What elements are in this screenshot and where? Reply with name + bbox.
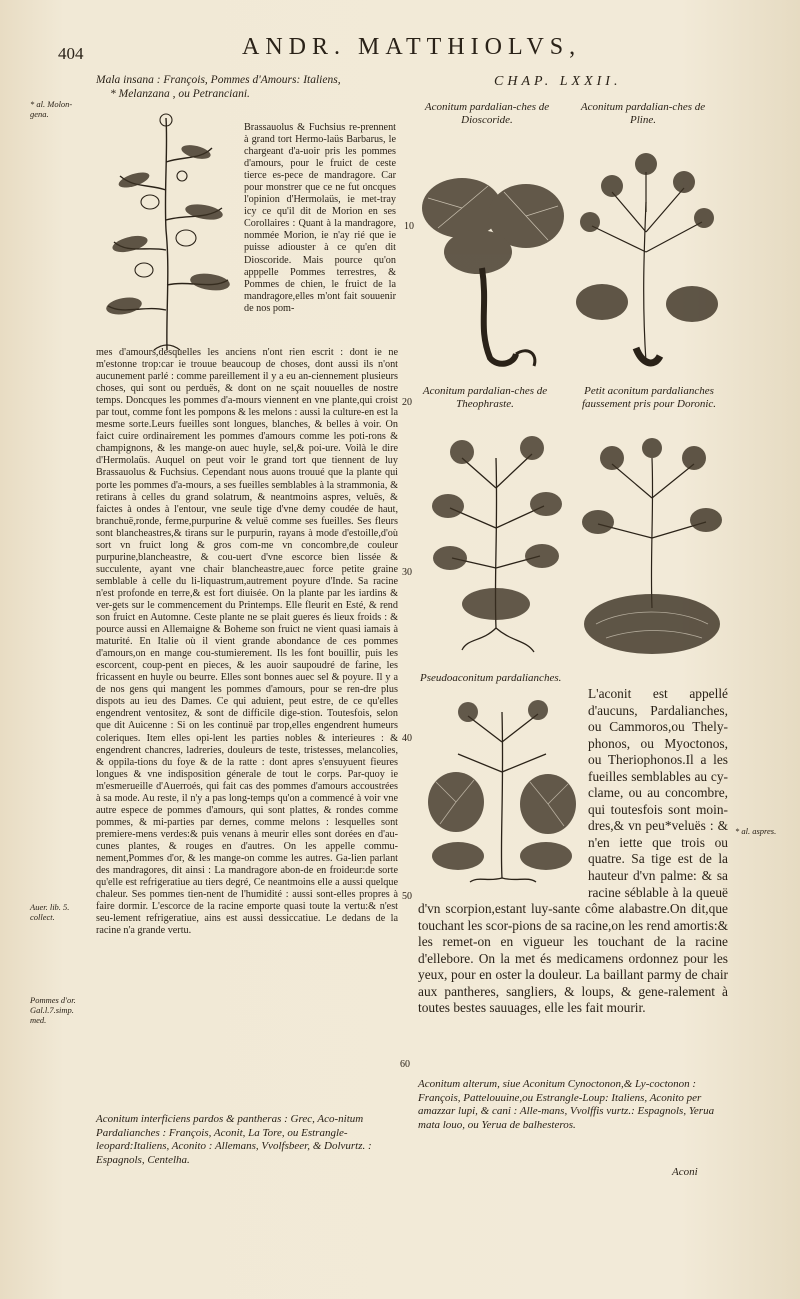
intro-synonyms — [96, 73, 396, 101]
paragraph-text: Aconitum interficiens pardos & pantheras : Grec, Aco-nitum Pardalianches : François, Aconit, La Tore, ou Estrangle-leopard:Italiens, Aconito : Allemans, Vvolfsbeer, & Dolvurtz. : Espagnols, Centelha. — [96, 1113, 372, 1166]
intro-line-1: Mala insana : François, Pommes d'Amours: Italiens, — [96, 74, 341, 86]
running-title: ANDR. MATTHIOLVS, — [242, 34, 582, 60]
figure-caption: Pseudoaconitum pardalianches. — [420, 672, 562, 684]
line-number: 60 — [400, 1059, 410, 1070]
aconitum-dioscoride-woodcut — [418, 168, 566, 378]
margin-note: Pommes d'or. Gal.l.7.simp. med. — [30, 995, 76, 1025]
margin-note: * al. Molon-gena. — [30, 99, 73, 119]
paragraph-text: Brassauolus & Fuchsius re-prennent à grand tort Hermo-laüs Barbarus, le chargeant d'a-uoir pris les pommes d'amours, pour le fruict de ceste tierce es-pece de mandragore. Car pour monstrer que ce ne fut oncques l'opinion d'Hermolaüs, ie met-tray icy ce qu'il dit de Morion en ses Corollaires : Quant à la mandragore, nommée Morion, ie n'ay rié que ie puisse adiouster à ce qu'en dit Dioscoride. Mais pource qu'on apppelle Pommes terrestres, & Pommes de chien, le fruict de la mandragore,elles m'ont fait souuenir de nos pom- — [244, 122, 396, 314]
line-number: 30 — [402, 567, 412, 578]
aconitum-theophraste-woodcut — [422, 428, 570, 656]
figure-caption: Aconitum pardalian-ches de Theophraste. — [422, 385, 548, 410]
paragraph-text: Aconitum alterum, siue Aconitum Cynoctonon,& Ly-coctonon : François, Pattelouuine,ou Estrangle-Loup: Italiens, Aconito per amazzar lupi, & cani : Alle-mans, Vvolffis vurtz.: Espagnols, Yerua mata louo, ou Yerua de balhesteros. — [418, 1078, 715, 1131]
aconitum-alterum-paragraph — [418, 1078, 736, 1132]
left-names-paragraph — [96, 1113, 396, 1167]
aconitum-pline-woodcut — [572, 142, 722, 374]
line-number: 50 — [402, 891, 412, 902]
petit-aconitum-woodcut — [576, 428, 726, 656]
margin-note: Auer. lib. 5. collect. — [30, 902, 70, 922]
figure-wrap-spacer — [418, 686, 588, 886]
catchword: Aconi — [672, 1166, 698, 1178]
figure-caption: Aconitum pardalian-ches de Dioscoride. — [424, 101, 550, 126]
aconit-paragraph — [418, 686, 728, 1017]
paragraph-text: L'aconit est appellé d'aucuns, Pardalianches, ou Cammoros,ou Thely-phonos, ou Myoctonos, ou Theriophonos.Il a les fueilles semblables au cy-clame, ou au concombre, qui toutesfois sont moin-dres,& vn peu*veluës : & n'en iette que trois ou quatre. Sa tige est de la hauteur d'vn palme: & sa racine séblable à la queuë d'vn scorpion,estant luy-sante côme alabastre.On dit,que touchant les scor-pions de sa racine,on les rend amortis:& les remet-on en vigueur les touchant de la racine d'ellebore. On la met és medicamens ordonnez pour les yeux, pour en oster la douleur. La baillant parmy de chair aux pantheres, sangliers, & loups, & gene-ralement à toutes bestes sauuages, elle les fait mourir. — [418, 686, 728, 1016]
line-number: 20 — [402, 397, 412, 408]
tomato-plant-woodcut — [94, 110, 240, 354]
paragraph-text: mes d'amours,desquelles les anciens n'ont rien escrit : dont ie ne m'estonne trop:car ie trouue beaucoup de choses, dont aussi ils n'ont aucunement parlé : comme pareillement il y a eu an-ciennement plusieurs choses, qui sont ou perduës, & dont on ne sçait nouuelles de nostre temps. Doncques les pommes d'a-mours viennent en vne plante,qui croist par tout, comme font les pompons & les melons : aussi la culture-en est la mesme sorte.Leurs fueilles sont longues, blanches, & belles à voir. On faict cuire ordinairement les pommes d'amours comme les poti-rons & champignons, & les mange-on auec huyle, sel,& poi-ure. Voilà le dire d'Hermolaüs. Auquel on peut voir le grand tort que tiennent de luy Brassauolus & Fuchsius. Cependant nous auons trouué que la plante qui porte les pommes d'a-mours, a ses fueilles semblables à la strammonia, & retirans à celles du grand solatrum, & neantmoins aspres, veluës, & faictes à ondes à l'entour, vne seule tige d'vne demy coudée de haut, branchuë,ronde, ferme,purpurine & veluë comme ses fueilles. Ses fleurs sont blancheastres,& tirans sur le purpurin, rayans à mode d'estoille,d'où sort vn fruict long & gros com-me vn concombre,de couleur purpurine,blancheastre, & cou-uert d'vne escorce bien lissée & succulente, ayant vne chair blancheastre,auec force petite graine semblable à celle du li-liquastrum,autrement poyure d'Inde. Sa racine n'est profonde en terre,& est fort diuisée. On la plante par les iardins & ver-gets sur le commencement du Printemps. Elle fleurit en Esté, & rend son fruict en Automne. Ceste plante ne se plait gueres és lieux froids : & pource aussi en Allemaigne & Boheme son fruict ne vient quasi iamais à maturité. En Italie où il vient grande abondance de ces pommes d'amours,on en mange cou-stumierement. Ils les font bouillir, puis les escorcent, coup-pent en pieces, & les auoir saupoudré de farine, les fricassent en huyle ou beurre. Elles sont bonnes auec sel & poyure. Il y a de nos gens qui mangent les pommes d'amours, pour se ren-dre plus dispots au ieu des Dames. Ce qui aduient, peut estre, de ce qu'elles engendrent ventositez, & sont de difficile dige-stion. Toutesfois, selon que dit Auicenne : Si on les continuë par trop,elles engendrent humeurs coleriques. Item elles opi-lent les parties nobles & interieures : & engendrent chancres, ladreries, douleurs de teste, tristesses, melancolies, & oppila-tions du foye & de la ratte : dont apres s'ensuyuent fieures longues & vne indisposition génerale de tout le corps. Par-quoy ie m'esmerueille d'Auerroés, qui fait cas des pommes d'amours accoustrées à sa mode. Au reste, il n'y a pas long-temps qu'on a commencé à voir vne autre espece de pommes d'amours, qui sont plattes, & rondes comme pommes, & mi-parties par dernes, comme melons : lesquelles sont premiere-mens verdes:& puis venans à meurir elles sont dorées en d'au-cunes plantes, & rouges en d'autres. On les appelle commu-nement,Pommes d'or, & les mange-on comme les autres. Ga-lien parlant des mandragores, dit ainsi : La mandragore abon-de en froideur:de sorte qu'elle est refrigeratiue au tiers degré, Ce neantmoins elle a aussi quelque chaleur. Ses pommes tien-nent de l'humidité : aussi sont-elles propres à faire dormir. L'escorce de la racine emporte quasi toute la vertu:& n'est seu-lement refrigeratiue, ains est aussi dessiccatiue. Le dedans de la racine n'a grande vertu. — [96, 347, 398, 937]
left-wrap-paragraph — [244, 122, 396, 315]
intro-line-2: * Melanzana , ou Petranciani. — [110, 88, 250, 100]
figure-caption: Aconitum pardalian-ches de Pline. — [580, 101, 706, 126]
margin-note: * al. aspres. — [735, 826, 777, 836]
line-number: 10 — [404, 221, 414, 232]
figure-caption: Petit aconitum pardalianches faussement pris pour Doronic. — [581, 385, 717, 410]
page-number: 404 — [58, 44, 84, 63]
chapter-heading: CHAP. LXXII. — [494, 74, 622, 89]
left-main-paragraph — [96, 347, 398, 937]
line-number: 40 — [402, 733, 412, 744]
